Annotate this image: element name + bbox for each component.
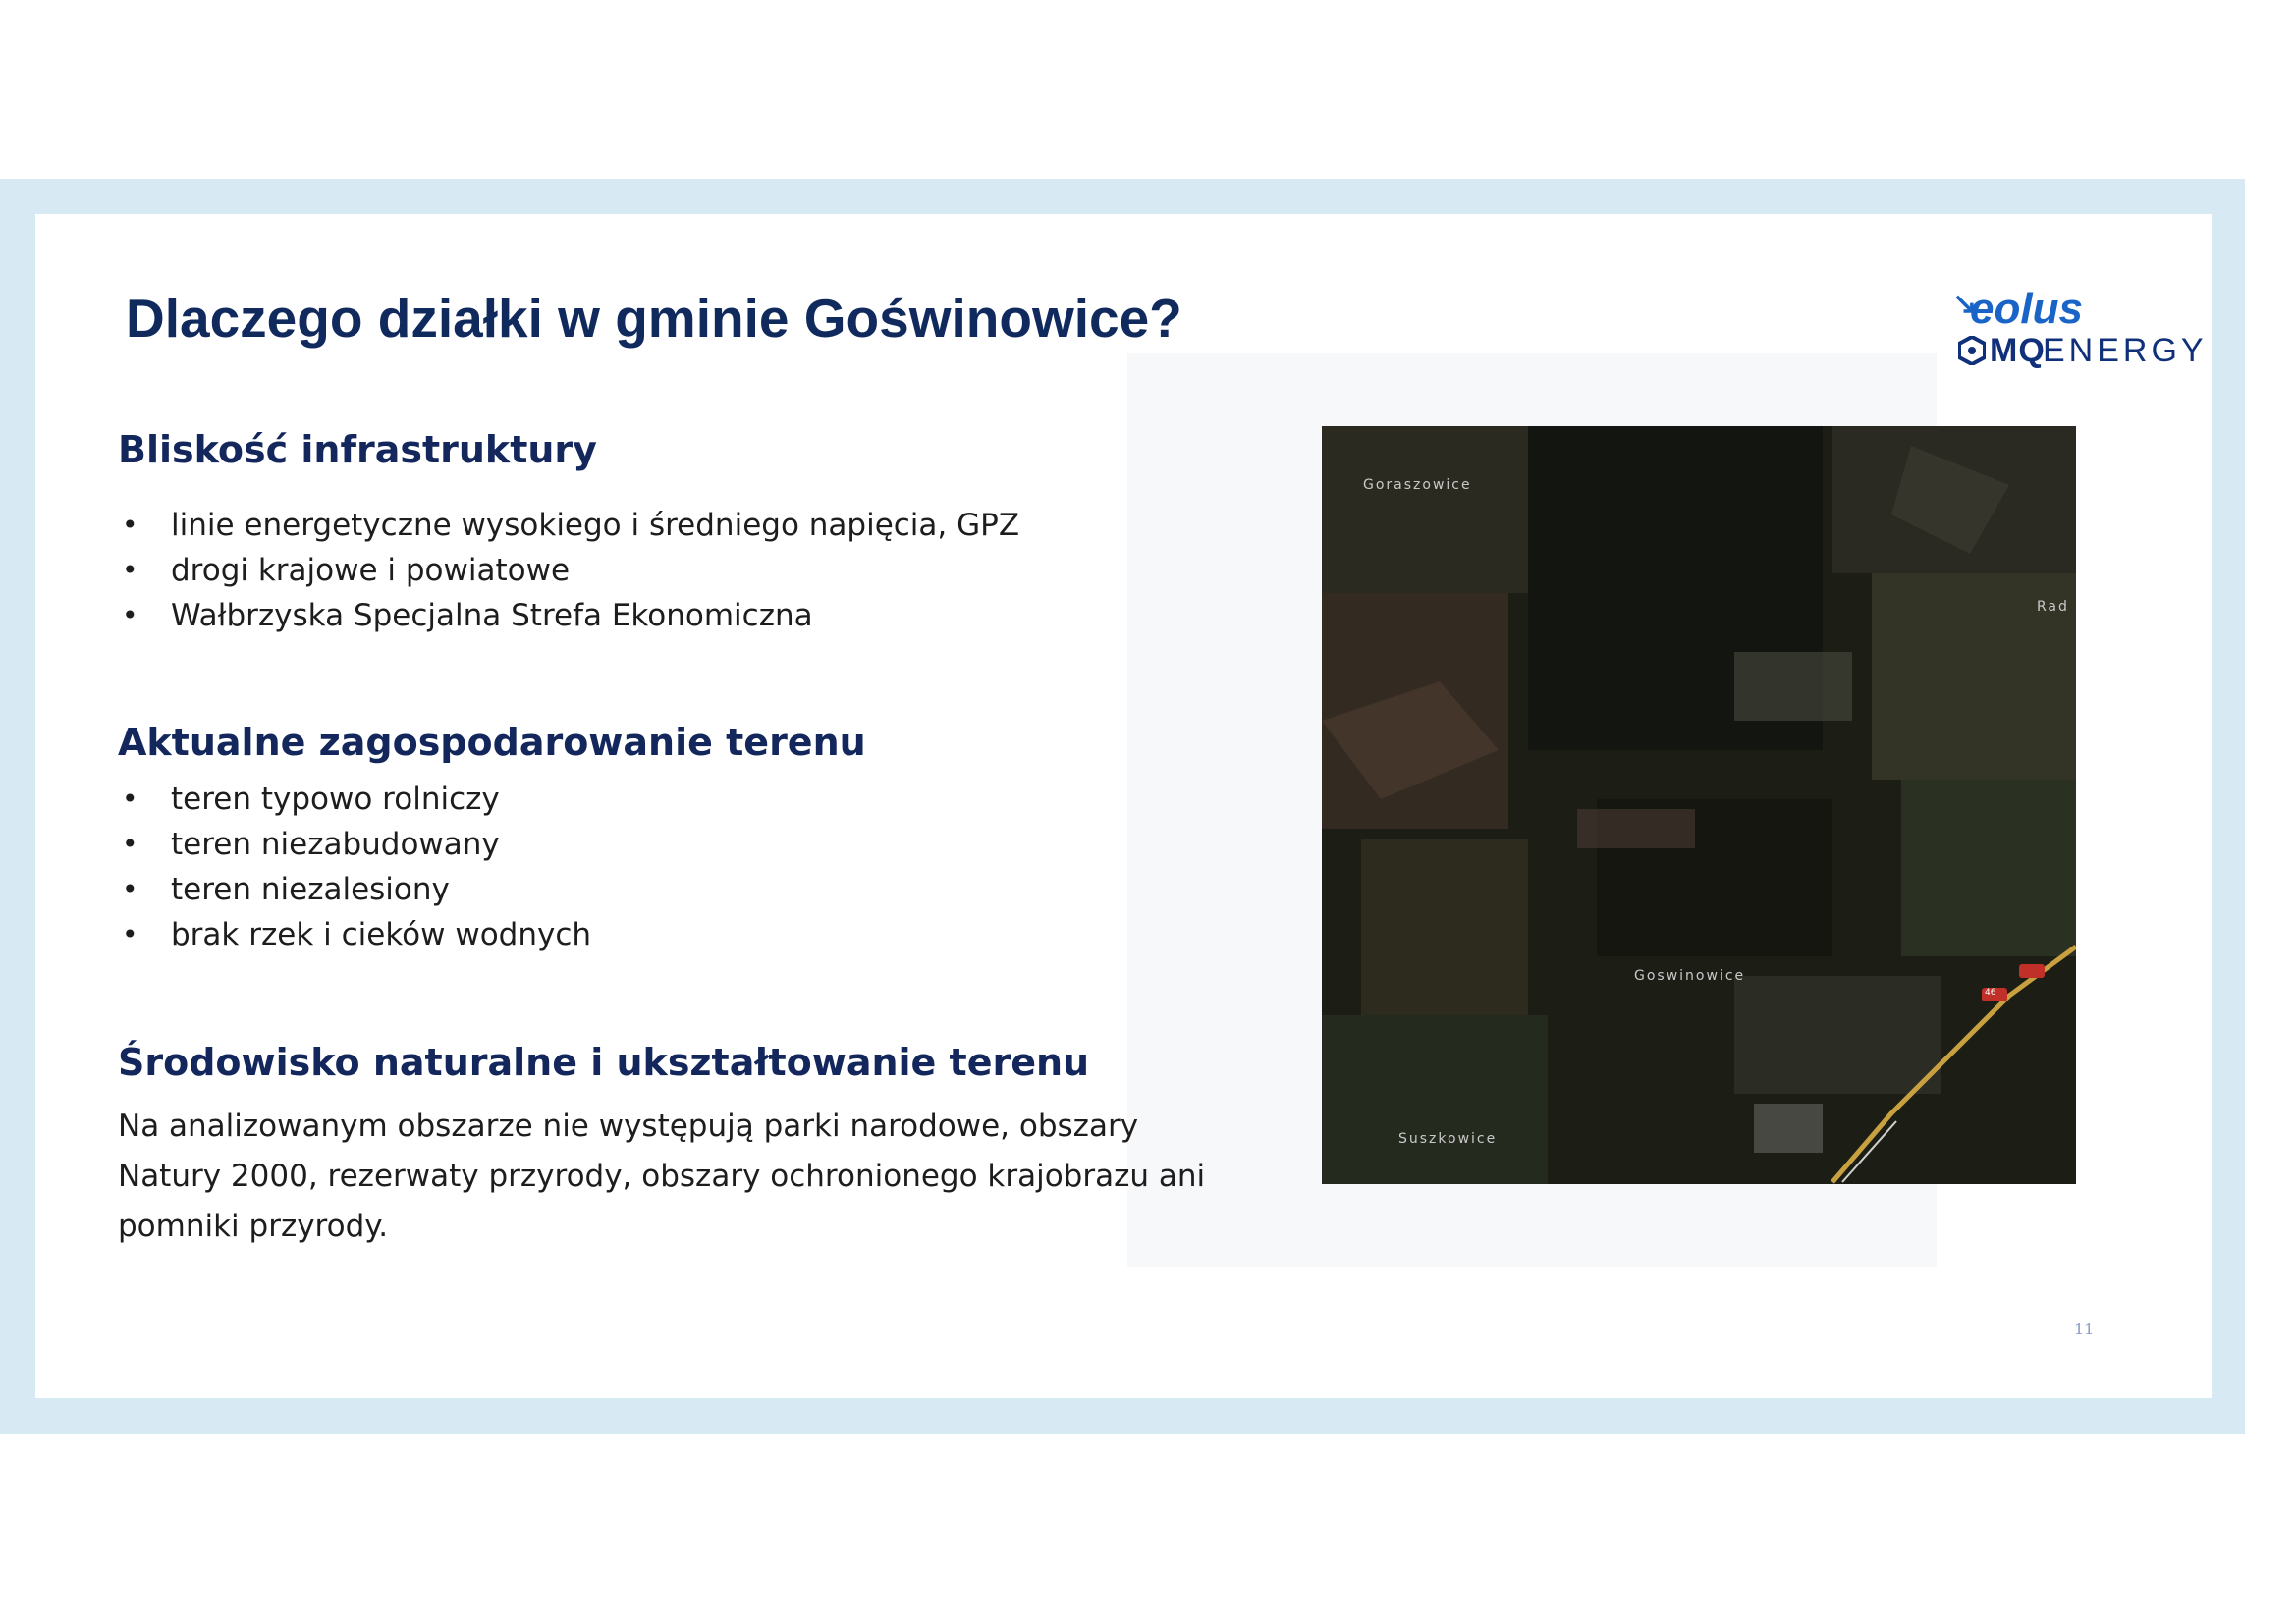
list-item: • teren niezalesiony — [118, 867, 591, 912]
bullet-icon: • — [122, 918, 138, 950]
logo-mq-text: MQ — [1990, 332, 2046, 369]
map-label-goraszowice: Goraszowice — [1363, 477, 1472, 493]
section-heading-environment: Środowisko naturalne i ukształtowanie terenu — [118, 1041, 1090, 1084]
eolus-mq-energy-logo — [1952, 285, 2210, 383]
list-item: • drogi krajowe i powiatowe — [118, 548, 1019, 593]
environment-paragraph: Na analizowanym obszarze nie występują parki narodowe, obszary Natury 2000, rezerwaty przyrody, obszary ochronionego krajobrazu ani pomniki przyrody. — [118, 1109, 1206, 1244]
bullet-icon: • — [122, 599, 138, 631]
land-use-list — [118, 777, 591, 957]
infrastructure-list — [118, 503, 1019, 638]
logo-eolus-text: eolus — [1970, 285, 2083, 333]
road-number-badge: 46 — [1985, 988, 1996, 998]
map-label-goswinowice: Goswinowice — [1634, 968, 1746, 984]
bullet-icon: • — [122, 554, 138, 586]
section-heading-land-use: Aktualne zagospodarowanie terenu — [118, 721, 866, 764]
mq-hexagon-icon — [1958, 336, 1986, 365]
satellite-imagery — [1322, 426, 2076, 1184]
bullet-icon: • — [122, 509, 138, 541]
list-item: • brak rzek i cieków wodnych — [118, 912, 591, 957]
map-label-rad: Rad — [2037, 599, 2069, 615]
bullet-icon: • — [122, 828, 138, 860]
list-item: • Wałbrzyska Specjalna Strefa Ekonomiczna — [118, 593, 1019, 638]
list-item: • teren niezabudowany — [118, 822, 591, 867]
bullet-icon: • — [122, 873, 138, 905]
list-item: • teren typowo rolniczy — [118, 777, 591, 822]
satellite-map — [1322, 426, 2076, 1184]
slide-title: Dlaczego działki w gminie Goświnowice? — [126, 288, 1182, 349]
section-heading-infrastructure: Bliskość infrastruktury — [118, 428, 597, 471]
eolus-swoosh-icon: ↘ — [1952, 288, 1978, 320]
list-item: • linie energetyczne wysokiego i średniego napięcia, GPZ — [118, 503, 1019, 548]
bullet-icon: • — [122, 783, 138, 815]
map-label-suszkowice: Suszkowice — [1398, 1131, 1498, 1147]
page-number: 11 — [2074, 1320, 2095, 1338]
logo-energy-text: ENERGY — [2043, 332, 2208, 369]
